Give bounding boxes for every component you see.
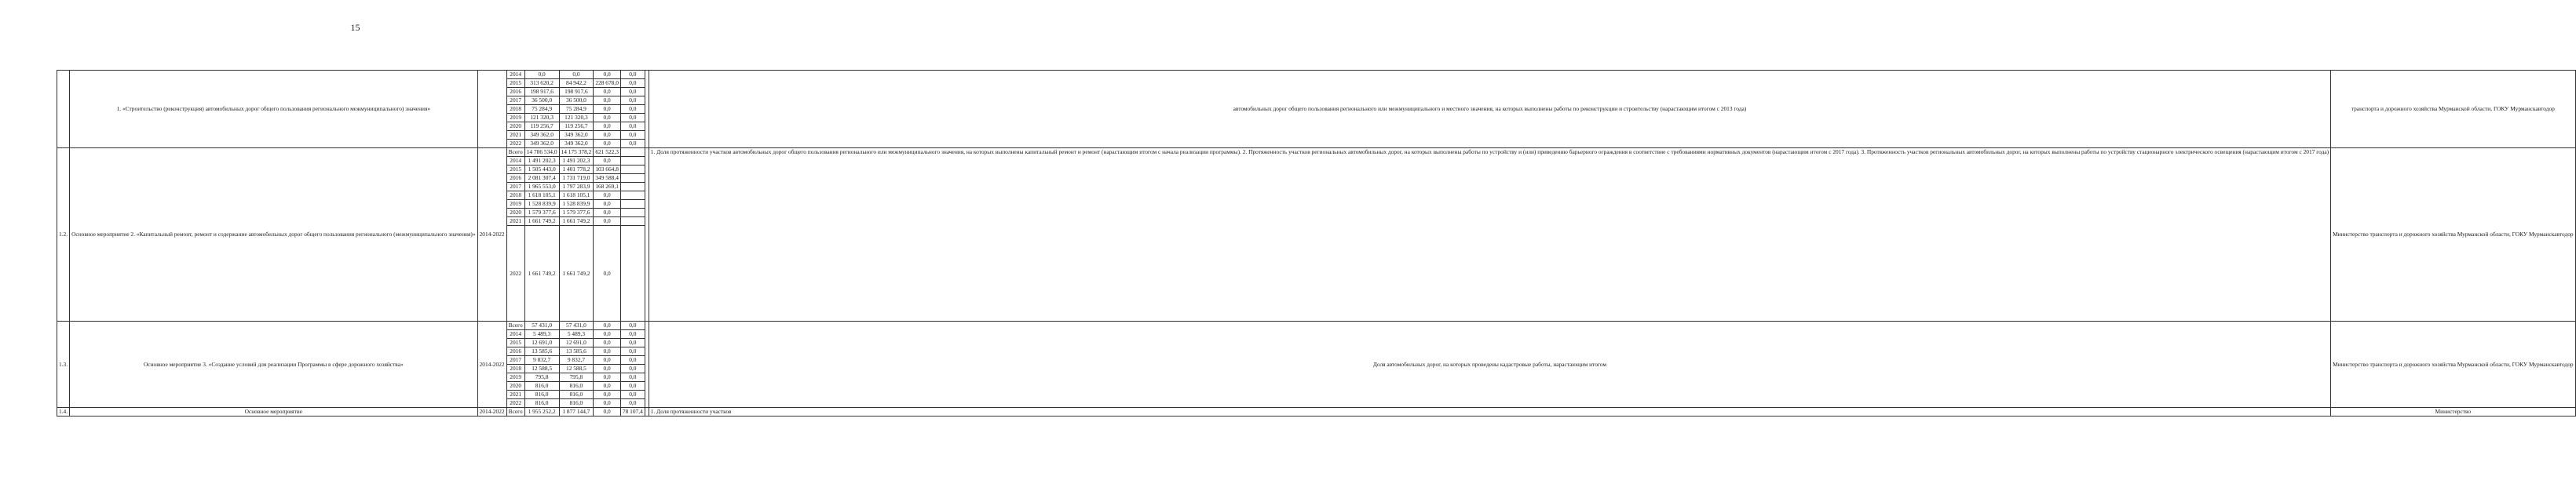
table-row: 2016 13 585,6 13 585,6 0,0 0,0 — [57, 347, 2576, 356]
table-row: 2014 5 489,3 5 489,3 0,0 0,0 — [57, 330, 2576, 339]
table-row: 2015 12 691,0 12 691,0 0,0 0,0 — [57, 339, 2576, 347]
table-row: 2019 121 320,3 121 320,3 0,0 0,0 — [57, 114, 2576, 122]
executor-cell: Министерство транспорта и дорожного хозяйства Мурманской области, ГОКУ Мурманскавтодор — [2331, 148, 2576, 322]
page-number: 15 — [350, 22, 360, 33]
table-row: 2022 349 362,0 349 362,0 0,0 0,0 — [57, 140, 2576, 148]
table-row: 2017 1 965 553,0 1 797 283,9 168 269,1 — [57, 183, 2576, 191]
table-row: 2014 1 491 202,3 1 491 202,3 0,0 — [57, 157, 2576, 166]
table-row: 2019 795,8 795,8 0,0 0,0 — [57, 373, 2576, 382]
indicator-cell: 1. Доля протяженности участков автомобильных дорог общего пользования регионального или межмуниципального значения, на которых выполнены капитальный ремонт и ремонт (нарастающим итогом с начала реализации программы). 2. Протяженность участков региональных автомобильных дорог, на которых выполнены работы по устройству и (или) приведению барьерного ограждения в соответствие с требованиями нормативных документов (нарастающим итогом с 2017 года). 3. Протяженность участков региональных автомобильных дорог, на которых выполнены работы по устройству стационарного электрического освещения (нарастающим итогом с 2017 года) — [649, 148, 2330, 322]
program-table — [57, 70, 2576, 417]
table-row: 2022 1 661 749,2 1 661 749,2 0,0 — [57, 226, 2576, 322]
table-row: 2022 816,0 816,0 0,0 0,0 — [57, 399, 2576, 408]
table-row: 2020 1 579 377,6 1 579 377,6 0,0 — [57, 209, 2576, 217]
row-number: 1.2. — [57, 148, 70, 322]
indicator-cell: 1. Доля протяженности участков — [649, 408, 2330, 417]
table-row: 2017 36 500,0 36 500,0 0,0 0,0 — [57, 96, 2576, 105]
table-row: 1. «Строительство (реконструкция) автомобильных дорог общего пользования регионального межмуниципального) значения» 2014 0,0 0,0 0,0 0,0 автомобильных дорог общего пользования регионального или межмуниципального и местного значения, на которых выполнены работы по реконструкции и строительству (нарастающим итогом с 2013 года) транспорта и дорожного хозяйства Мурманской области, ГОКУ Мурманскавтодор — [57, 71, 2576, 79]
activity-name-cell: Основное мероприятие 3. «Создание условий для реализации Программы в сфере дорожного хозяйства» — [70, 322, 477, 408]
table-row: 2021 816,0 816,0 0,0 0,0 — [57, 391, 2576, 399]
table-row: 2021 1 661 749,2 1 661 749,2 0,0 — [57, 217, 2576, 226]
table-row: 1.3. Основное мероприятие 3. «Создание условий для реализации Программы в сфере дорожного хозяйства» 2014-2022 Всего 57 431,0 57 431,0 0,0 0,0 Доля автомобильных дорог, на которых проведены кадастровые работы, нарастающим итогом Министерство транспорта и дорожного хозяйства Мурманской области, ГОКУ Мурманскавтодор — [57, 322, 2576, 330]
table-row: 2019 1 528 839,9 1 528 839,9 0,0 — [57, 200, 2576, 209]
table-row: 1.4. Основное мероприятие 2014-2022 Всего 1 955 252,2 1 877 144,7 0,0 78 107,4 1. Доля протяженности участков Министерство — [57, 408, 2576, 417]
table-row: 2020 119 256,7 119 256,7 0,0 0,0 — [57, 122, 2576, 131]
table-row: 2018 12 588,5 12 588,5 0,0 0,0 — [57, 365, 2576, 373]
table-row: 2020 816,0 816,0 0,0 0,0 — [57, 382, 2576, 391]
table-row: 2017 9 832,7 9 832,7 0,0 0,0 — [57, 356, 2576, 365]
row-number: 1.4. — [57, 408, 70, 417]
table-row: 2018 75 284,9 75 284,9 0,0 0,0 — [57, 105, 2576, 114]
table-row: 2018 1 618 105,1 1 618 105,1 0,0 — [57, 191, 2576, 200]
activity-name-cell: Основное мероприятие 2. «Капитальный ремонт, ремонт и содержание автомобильных дорог общего пользования регионального (межмуниципального значения)» — [70, 148, 477, 322]
period-cell: 2014-2022 — [477, 148, 506, 322]
table-row: 2016 2 081 307,4 1 731 719,0 349 588,4 — [57, 174, 2576, 183]
executor-cell: транспорта и дорожного хозяйства Мурманской области, ГОКУ Мурманскавтодор — [2331, 71, 2576, 148]
table-row: 2015 1 505 443,0 1 401 778,2 103 664,8 — [57, 166, 2576, 174]
indicator-cell: Доля автомобильных дорог, на которых проведены кадастровые работы, нарастающим итогом — [649, 322, 2330, 408]
executor-cell: Министерство транспорта и дорожного хозяйства Мурманской области, ГОКУ Мурманскавтодор — [2331, 322, 2576, 408]
executor-cell: Министерство — [2331, 408, 2576, 417]
period-cell: 2014-2022 — [477, 322, 506, 408]
row-number: 1.3. — [57, 322, 70, 408]
table-row: 2016 198 917,6 198 917,6 0,0 0,0 — [57, 88, 2576, 96]
table-row: 1.2. Основное мероприятие 2. «Капитальный ремонт, ремонт и содержание автомобильных дорог общего пользования регионального (межмуниципального значения)» 2014-2022 Всего 14 786 534,0 14 175 378,2 621 522,3 1. Доля протяженности участков автомобильных дорог общего пользования регионального или межмуниципального значения, на которых выполнены капитальный ремонт и ремонт (нарастающим итогом с начала реализации программы). 2. Протяженность участков региональных автомобильных дорог, на которых выполнены работы по устройству и (или) приведению барьерного ограждения в соответствие с требованиями нормативных документов (нарастающим итогом с 2017 года). 3. Протяженность участков региональных автомобильных дорог, на которых выполнены работы по устройству стационарного электрического освещения (нарастающим итогом с 2017 года) Министерство транспорта и дорожного хозяйства Мурманской области, ГОКУ Мурманскавтодор — [57, 148, 2576, 157]
activity-name-cell: Основное мероприятие — [70, 408, 477, 417]
activity-name-cell: 1. «Строительство (реконструкция) автомобильных дорог общего пользования регионального межмуниципального) значения» — [70, 71, 477, 148]
indicator-cell: автомобильных дорог общего пользования регионального или межмуниципального и местного значения, на которых выполнены работы по реконструкции и строительству (нарастающим итогом с 2013 года) — [649, 71, 2330, 148]
table-row: 2015 313 620,2 84 942,2 228 678,0 0,0 — [57, 79, 2576, 88]
table-row: 2021 349 362,0 349 362,0 0,0 0,0 — [57, 131, 2576, 140]
period-cell: 2014-2022 — [477, 408, 506, 417]
